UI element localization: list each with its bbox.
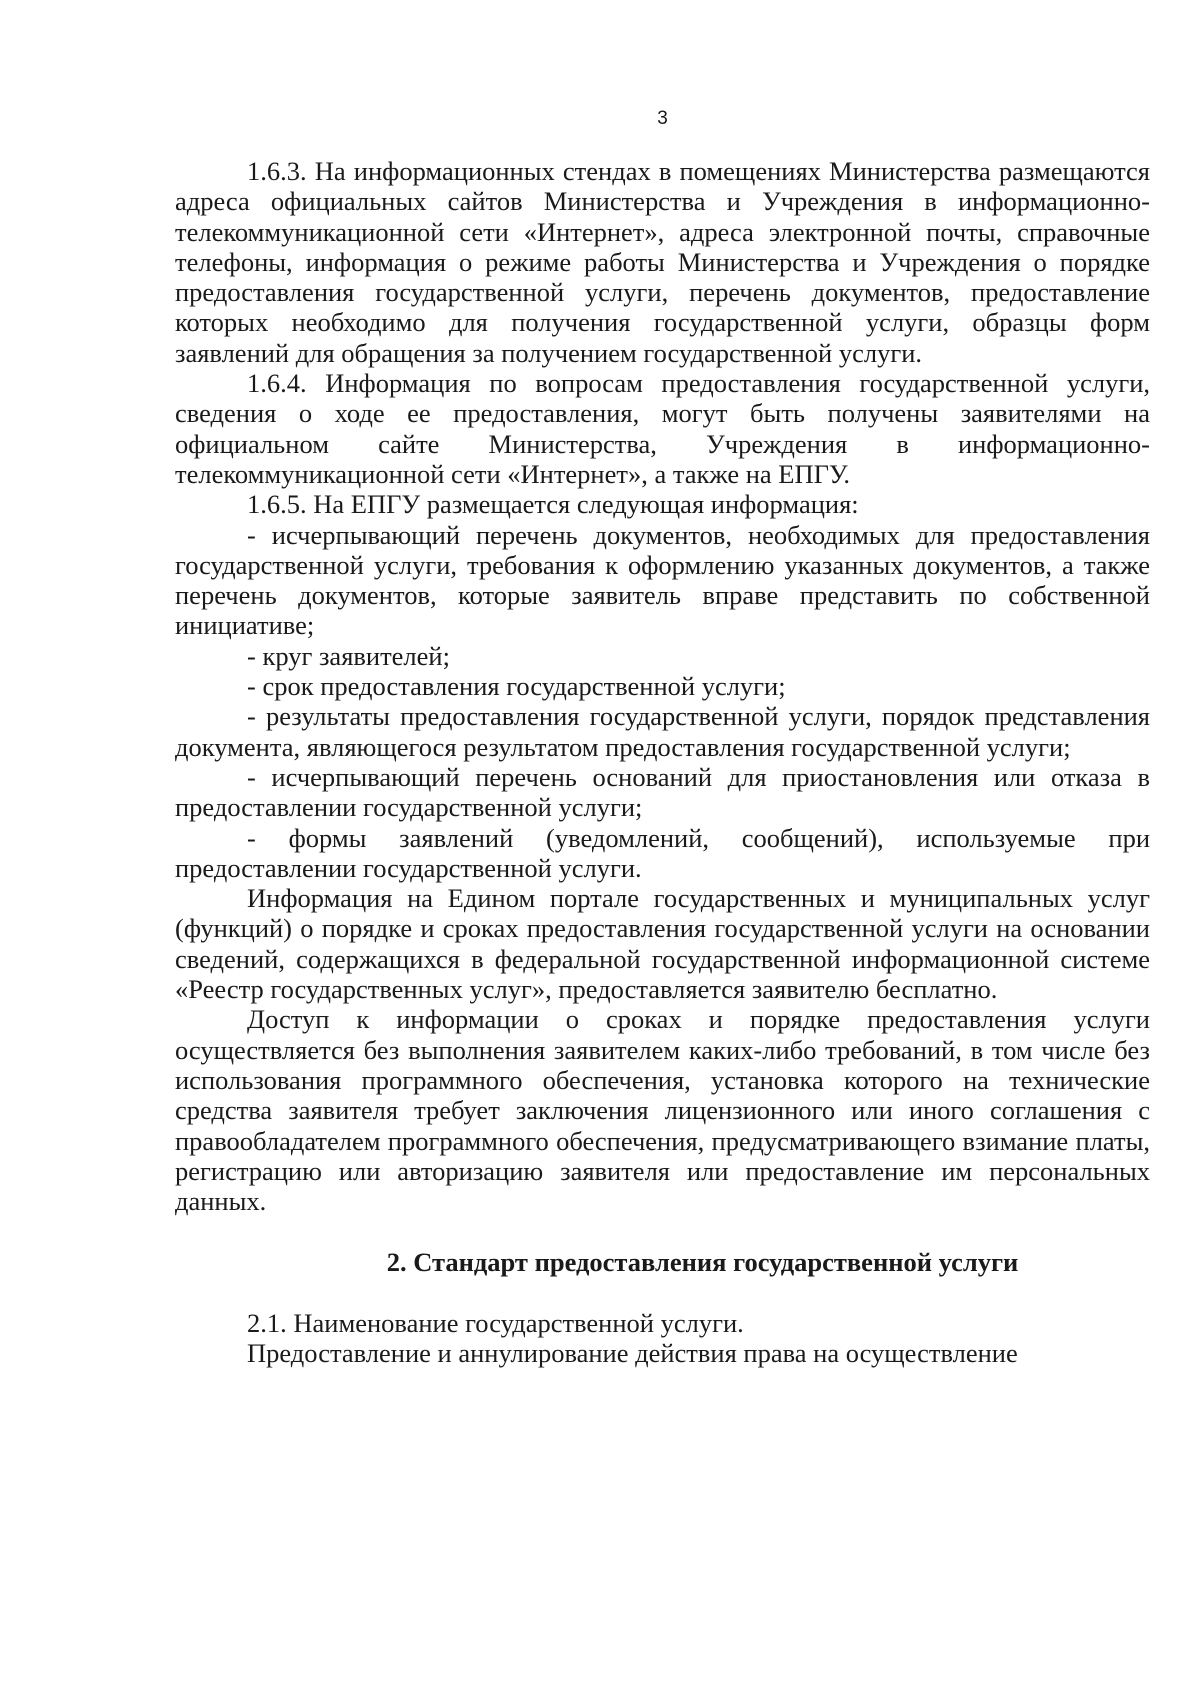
page-number: 3 xyxy=(657,108,668,129)
paragraph-access-info: Доступ к информации о сроках и порядке предоставления услуги осуществляется без выполнения заявителем каких-либо требований, в том числе без использования программного обеспечения, установка которого на технические средства заявителя требует заключения лицензионного или иного соглашения с правообладателем программного обеспечения, предусматривающего взимание платы, регистрацию или авторизацию заявителя или предоставление им персональных данных. xyxy=(175,1004,1150,1217)
document-body xyxy=(175,156,1150,1368)
list-item: - результаты предоставления государственной услуги, порядок представления документа, являющегося результатом предоставления государственной услуги; xyxy=(175,701,1150,762)
paragraph-2-1: 2.1. Наименование государственной услуги. xyxy=(247,1307,744,1338)
paragraph-1-6-5: 1.6.5. На ЕПГУ размещается следующая информация: xyxy=(247,489,859,520)
paragraph-1-6-3: 1.6.3. На информационных стендах в помещениях Министерства размещаются адреса официальных сайтов Министерства и Учреждения в информационно-телекоммуникационной сети «Интернет», адреса электронной почты, справочные телефоны, информация о режиме работы Министерства и Учреждения о порядке предоставления государственной услуги, перечень документов, предоставление которых необходимо для получения государственной услуги, образцы форм заявлений для обращения за получением государственной услуги. xyxy=(175,156,1150,368)
list-item: - круг заявителей; xyxy=(247,640,450,671)
list-item: - исчерпывающий перечень оснований для приостановления или отказа в предоставлении государственной услуги; xyxy=(175,761,1150,823)
list-item: - срок предоставления государственной услуги; xyxy=(247,671,786,702)
paragraph-service-name: Предоставление и аннулирование действия права на осуществление xyxy=(247,1337,1018,1368)
document-page xyxy=(175,0,1150,1698)
list-item: - формы заявлений (уведомлений, сообщений), используемые при предоставлении государственной услуги. xyxy=(175,822,1150,883)
section-heading: 2. Стандарт предоставления государственной услуги xyxy=(386,1247,1019,1278)
paragraph-epgu-info: Информация на Едином портале государственных и муниципальных услуг (функций) о порядке и сроках предоставления государственной услуги на основании сведений, содержащихся в федеральной государственной информационной системе «Реестр государственных услуг», предоставляется заявителю бесплатно. xyxy=(175,883,1150,1005)
paragraph-1-6-4: 1.6.4. Информация по вопросам предоставления государственной услуги, сведения о ходе ее предоставления, могут быть получены заявителями на официальном сайте Министерства, Учреждения в информационно-телекоммуникационной сети «Интернет», а также на ЕПГУ. xyxy=(175,368,1150,489)
list-item: - исчерпывающий перечень документов, необходимых для предоставления государственной услуги, требования к оформлению указанных документов, а также перечень документов, которые заявитель вправе представить по собственной инициативе; xyxy=(175,519,1150,641)
